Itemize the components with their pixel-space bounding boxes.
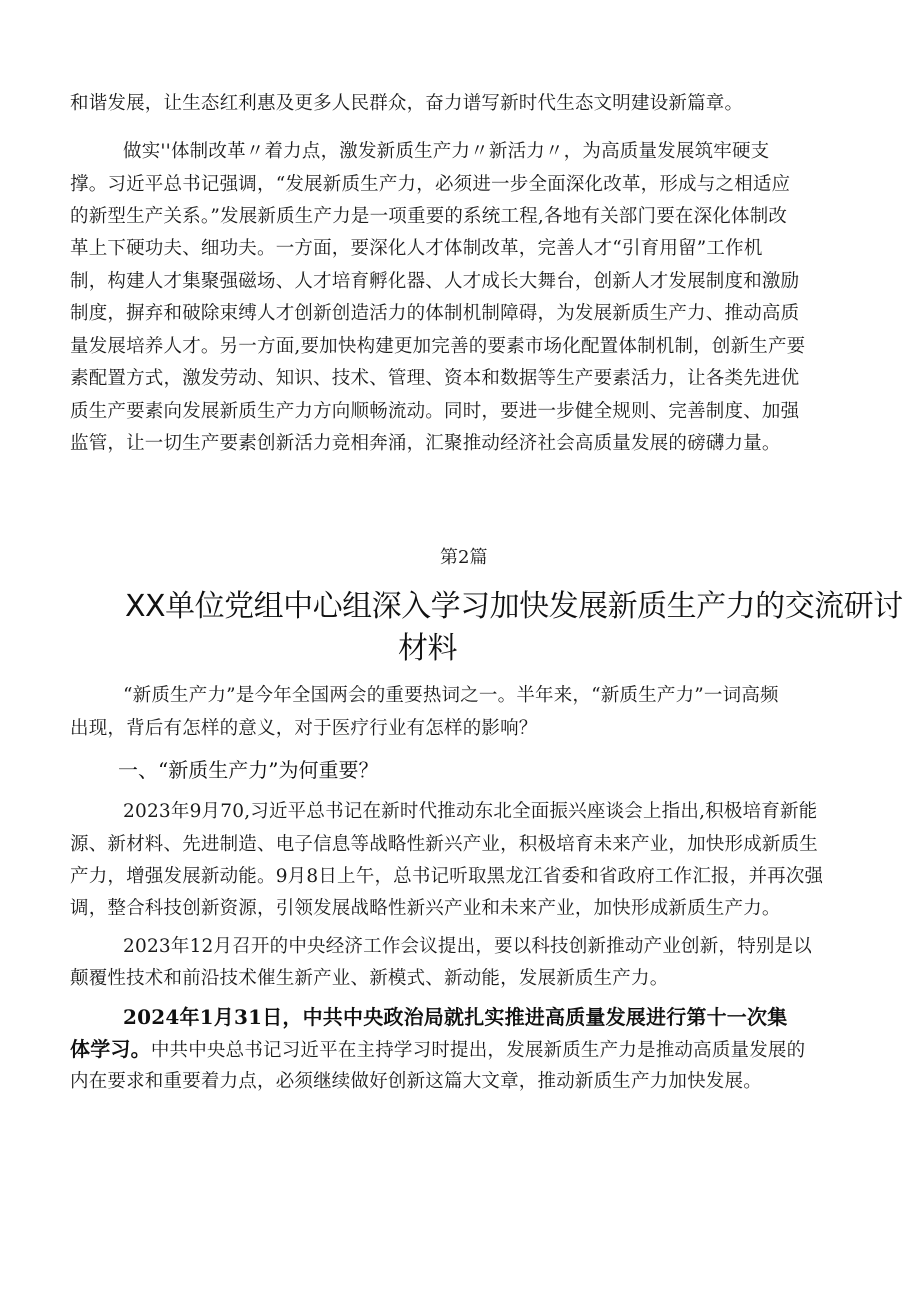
paragraph-line: 监管，让一切生产要素创新活力竞相奔涌，汇聚推动经济社会高质量发展的磅礴力量。 bbox=[70, 433, 781, 454]
paragraph-line: 产力，增强发展新动能。9月8日上午，总书记听取黑龙江省委和省政府工作汇报，并再次强 bbox=[70, 866, 824, 887]
paragraph-line: 的新型生产关系。”发展新质生产力是一项重要的系统工程,各地有关部门要在深化体制改 bbox=[70, 206, 788, 227]
paragraph-line: 量发展培养人才。另一方面,要加快构建更加完善的要素市场化配置体制机制，创新生产要 bbox=[70, 336, 806, 357]
article-title-line-1: XX单位党组中心组深入学习加快发展新质生产力的交流研讨 bbox=[125, 589, 903, 624]
article-title-line-2: 材料 bbox=[398, 631, 457, 666]
paragraph-line: 2023年12月召开的中央经济工作会议提出，要以科技创新推动产业创新，特别是以 bbox=[123, 936, 812, 957]
paragraph-line bbox=[70, 1037, 805, 1063]
paragraph-line: 颠覆性技术和前沿技术催生新产业、新模式、新动能，发展新质生产力。 bbox=[70, 968, 669, 989]
paragraph-line-bold: 2024年1月31日，中共中央政治局就扎实推进高质量发展进行第十一次集 bbox=[123, 1005, 788, 1029]
paragraph-line: 内在要求和重要着力点，必须继续做好创新这篇大文章，推动新质生产力加快发展。 bbox=[70, 1071, 762, 1092]
paragraph-line: 出现，背后有怎样的意义，对于医疗行业有怎样的影响？ bbox=[70, 718, 538, 739]
paragraph-line: 调，整合科技创新资源，引领发展战略性新兴产业和未来产业，加快形成新质生产力。 bbox=[70, 898, 781, 919]
paragraph-line: 2023年9月70,习近平总书记在新时代推动东北全面振兴座谈会上指出,积极培育新能 bbox=[123, 801, 818, 822]
paragraph-line: 撑。习近平总书记强调，“发展新质生产力，必须进一步全面深化改革，形成与之相适应 bbox=[70, 174, 791, 195]
article-number-label: 第2篇 bbox=[440, 547, 488, 568]
paragraph-line: 素配置方式，激发劳动、知识、技术、管理、资本和数据等生产要素活力，让各类先进优 bbox=[70, 368, 800, 389]
paragraph-line: “新质生产力”是今年全国两会的重要热词之一。半年来，“新质生产力”一词高频 bbox=[123, 685, 779, 706]
paragraph-line: 和谐发展，让生态红利惠及更多人民群众，奋力谱写新时代生态文明建设新篇章。 bbox=[70, 93, 744, 114]
paragraph-line: 质生产要素向发展新质生产力方向顺畅流动。同时，要进一步健全规则、完善制度、加强 bbox=[70, 401, 800, 422]
paragraph-text: 中共中央总书记习近平在主持学习时提出，发展新质生产力是推动高质量发展的 bbox=[150, 1040, 806, 1061]
paragraph-line: 做实''体制改革〃着力点，激发新质生产力〃新活力〃，为高质量发展筑牢硬支 bbox=[123, 141, 770, 162]
paragraph-line: 源、新材料、先进制造、电子信息等战略性新兴产业，积极培育未来产业，加快形成新质生 bbox=[70, 834, 819, 855]
paragraph-line: 革上下硬功夫、细功夫。一方面，要深化人才体制改革，完善人才“引育用留”工作机 bbox=[70, 238, 763, 259]
paragraph-line: 制度，摒弃和破除束缚人才创新创造活力的体制机制障碍，为发展新质生产力、推动高质 bbox=[70, 303, 800, 324]
section-heading: 一、“新质生产力”为何重要？ bbox=[118, 758, 379, 782]
bold-lead-text: 体学习。 bbox=[70, 1037, 151, 1061]
paragraph-line: 制，构建人才集聚强磁场、人才培育孵化器、人才成长大舞台，创新人才发展制度和激励 bbox=[70, 271, 800, 292]
